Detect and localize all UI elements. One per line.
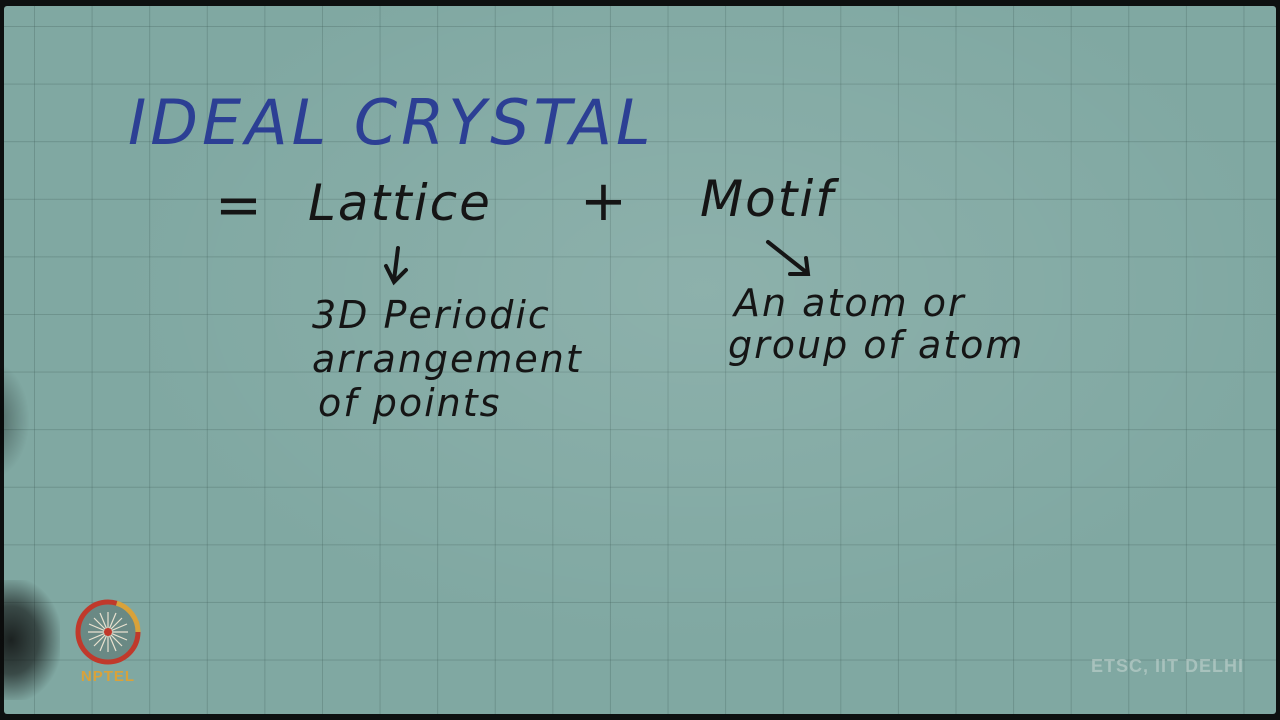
motif-definition-line-2: group of atom bbox=[728, 323, 1025, 367]
presenter-shadow bbox=[0, 360, 30, 480]
plus-sign: + bbox=[580, 169, 627, 234]
presenter-hand-shadow bbox=[0, 580, 60, 700]
lattice-term: Lattice bbox=[308, 174, 492, 232]
lattice-definition-line-1: 3D Periodic bbox=[312, 293, 551, 337]
lattice-definition-line-2: arrangement bbox=[312, 337, 583, 381]
motif-term: Motif bbox=[700, 170, 835, 228]
motif-definition-line-1: An atom or bbox=[734, 281, 966, 325]
lattice-definition-line-3: of points bbox=[318, 381, 502, 425]
nptel-label: NPTEL bbox=[80, 668, 136, 685]
board-title: IDEAL CRYSTAL bbox=[128, 86, 655, 159]
etsc-watermark: ETSC, IIT DELHI bbox=[1090, 656, 1244, 676]
equals-sign: = bbox=[215, 173, 262, 238]
